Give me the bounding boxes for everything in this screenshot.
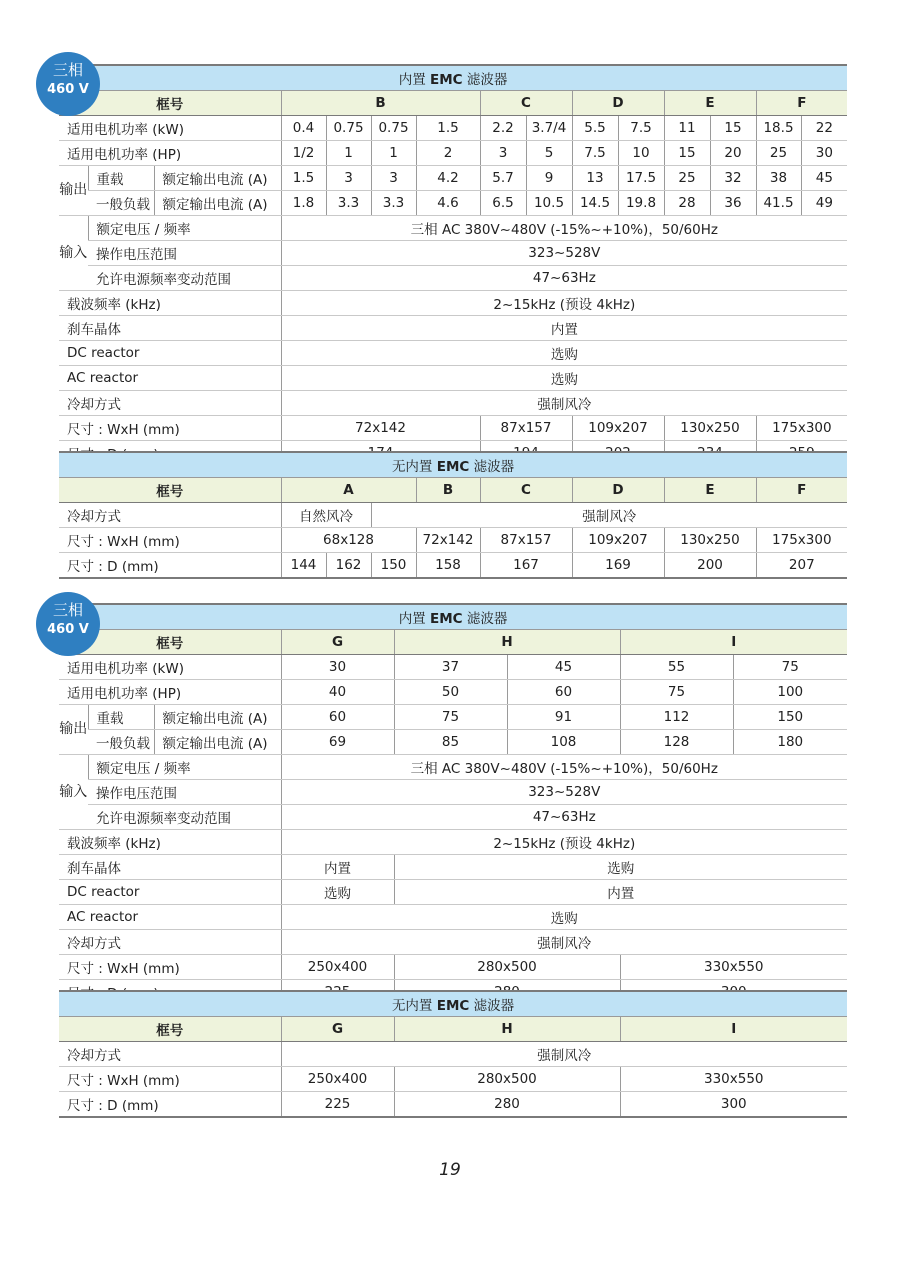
normal-label: 一般负载: [88, 191, 154, 216]
rated-voltage-label: 额定电压 / 频率: [88, 216, 281, 241]
row-power-hp: [59, 141, 847, 166]
dc-reactor-label: DC reactor: [59, 341, 281, 366]
cell: 69: [281, 730, 394, 755]
brake-value-h-i: 选购: [394, 855, 847, 880]
cell: 330x550: [620, 955, 847, 980]
cell: 68x128: [281, 528, 416, 553]
badge-line2: 460 V: [47, 82, 89, 97]
cell: 250x400: [281, 1067, 394, 1092]
size-d-label: 尺寸 : D (mm): [59, 1092, 281, 1118]
cell: 5.5: [572, 116, 618, 141]
rated-current-label: 额定输出电流 (A): [154, 166, 281, 191]
cooling-value: 强制风冷: [281, 930, 847, 955]
cell: 25: [756, 141, 801, 166]
cell: 3: [371, 166, 416, 191]
frame-row: [59, 478, 847, 503]
frame-g: G: [281, 1017, 394, 1042]
cell: 60: [281, 705, 394, 730]
rated-current-label: 额定输出电流 (A): [154, 730, 281, 755]
badge-line1: 三相: [52, 601, 83, 619]
input-group-label: 输入: [59, 216, 88, 291]
cell: 20: [710, 141, 756, 166]
cell: 175x300: [756, 416, 847, 441]
frame-row: [59, 1017, 847, 1042]
cell: 169: [572, 553, 664, 579]
cell: 25: [664, 166, 710, 191]
cell: 9: [526, 166, 572, 191]
dc-reactor-value-h-i: 内置: [394, 880, 847, 905]
row-size-wh: [59, 1067, 847, 1092]
brake-label: 刹车晶体: [59, 316, 281, 341]
cooling-forced: 强制风冷: [371, 503, 847, 528]
cell: 55: [620, 655, 733, 680]
row-cooling: [59, 391, 847, 416]
row-size-wh: [59, 955, 847, 980]
row-normal-duty: [59, 191, 847, 216]
badge-line2: 460 V: [47, 622, 89, 637]
size-d-label: 尺寸 : D (mm): [59, 553, 281, 579]
cell: 91: [507, 705, 620, 730]
frame-h: H: [394, 630, 620, 655]
input-group-label: 输入: [59, 755, 88, 830]
cell: 1.8: [281, 191, 326, 216]
cell: 10.5: [526, 191, 572, 216]
cell: 30: [281, 655, 394, 680]
frame-d: D: [572, 91, 664, 116]
cell: 180: [733, 730, 847, 755]
frame-row: [59, 630, 847, 655]
cooling-label: 冷却方式: [59, 391, 281, 416]
carrier-label: 载波频率 (kHz): [59, 291, 281, 316]
header-text: 无内置: [391, 459, 437, 475]
frame-c: C: [480, 91, 572, 116]
cell: 13: [572, 166, 618, 191]
output-group-label: 输出: [59, 166, 88, 216]
freq-range-label: 允许电源频率变动范围: [88, 805, 281, 830]
cell: 280: [394, 1092, 620, 1118]
cell: 50: [394, 680, 507, 705]
cooling-value: 强制风冷: [281, 391, 847, 416]
cell: 7.5: [618, 116, 664, 141]
row-dc-reactor: [59, 341, 847, 366]
cell: 109x207: [572, 528, 664, 553]
cell: 100: [733, 680, 847, 705]
frame-label: 框号: [59, 630, 281, 655]
cell: 3.3: [371, 191, 416, 216]
rated-voltage-value: 三相 AC 380V~480V (-15%~+10%)，50/60Hz: [281, 755, 847, 780]
frame-label: 框号: [59, 478, 281, 503]
row-freq-range: [59, 805, 847, 830]
row-cooling: [59, 930, 847, 955]
cell: 109x207: [572, 416, 664, 441]
three-phase-460v-badge: [36, 52, 100, 116]
header-emc: EMC: [429, 611, 463, 627]
power-kw-label: 适用电机功率 (kW): [59, 655, 281, 680]
header-text: 滤波器: [469, 998, 515, 1014]
cell: 6.5: [480, 191, 526, 216]
cell: 75: [620, 680, 733, 705]
cell: 2: [416, 141, 480, 166]
carrier-value: 2~15kHz (预设 4kHz): [281, 291, 847, 316]
cooling-label: 冷却方式: [59, 930, 281, 955]
page-number: 19: [439, 1160, 461, 1180]
cell: 250x400: [281, 955, 394, 980]
frame-e: E: [664, 478, 756, 503]
dc-reactor-value: 选购: [281, 341, 847, 366]
ac-reactor-label: AC reactor: [59, 905, 281, 930]
cell: 1/2: [281, 141, 326, 166]
row-voltage-range: [59, 780, 847, 805]
heavy-label: 重载: [88, 166, 154, 191]
brake-value: 内置: [281, 316, 847, 341]
cell: 32: [710, 166, 756, 191]
section-header: [59, 991, 847, 1017]
row-size-d: [59, 1092, 847, 1118]
cell: 11: [664, 116, 710, 141]
header-text: 滤波器: [462, 611, 508, 627]
normal-label: 一般负载: [88, 730, 154, 755]
freq-range-value: 47~63Hz: [281, 266, 847, 291]
size-wh-label: 尺寸 : WxH (mm): [59, 1067, 281, 1092]
spec-table-no-emc-g-i: [59, 990, 847, 1118]
cell: 49: [801, 191, 847, 216]
row-cooling: [59, 503, 847, 528]
row-carrier: [59, 830, 847, 855]
row-freq-range: [59, 266, 847, 291]
three-phase-460v-badge: [36, 592, 100, 656]
cell: 1.5: [416, 116, 480, 141]
cell: 60: [507, 680, 620, 705]
cell: 0.75: [371, 116, 416, 141]
row-heavy-duty: [59, 705, 847, 730]
frame-c: C: [480, 478, 572, 503]
freq-range-label: 允许电源频率变动范围: [88, 266, 281, 291]
cell: 150: [371, 553, 416, 579]
cell: 130x250: [664, 416, 756, 441]
spec-table-no-emc-a-f: [59, 451, 847, 579]
power-kw-label: 适用电机功率 (kW): [59, 116, 281, 141]
row-ac-reactor: [59, 905, 847, 930]
cell: 158: [416, 553, 480, 579]
row-size-wh: [59, 528, 847, 553]
cell: 5.7: [480, 166, 526, 191]
header-emc: EMC: [436, 459, 470, 475]
row-voltage-range: [59, 241, 847, 266]
cell: 45: [801, 166, 847, 191]
cell: 85: [394, 730, 507, 755]
row-ac-reactor: [59, 366, 847, 391]
frame-g: G: [281, 630, 394, 655]
cell: 162: [326, 553, 371, 579]
cell: 1: [326, 141, 371, 166]
section-header: [59, 65, 847, 91]
cell: 41.5: [756, 191, 801, 216]
cell: 108: [507, 730, 620, 755]
brake-value-g: 内置: [281, 855, 394, 880]
rated-current-label: 额定输出电流 (A): [154, 191, 281, 216]
frame-e: E: [664, 91, 756, 116]
cell: 15: [710, 116, 756, 141]
row-cooling: [59, 1042, 847, 1067]
row-power-kw: [59, 116, 847, 141]
cell: 40: [281, 680, 394, 705]
row-rated-voltage: [59, 216, 847, 241]
row-heavy-duty: [59, 166, 847, 191]
cell: 4.6: [416, 191, 480, 216]
freq-range-value: 47~63Hz: [281, 805, 847, 830]
cell: 225: [281, 1092, 394, 1118]
cell: 150: [733, 705, 847, 730]
frame-d: D: [572, 478, 664, 503]
row-power-hp: [59, 680, 847, 705]
cell: 128: [620, 730, 733, 755]
cell: 1: [371, 141, 416, 166]
frame-b: B: [416, 478, 480, 503]
cell: 3: [326, 166, 371, 191]
cell: 72x142: [416, 528, 480, 553]
brake-label: 刹车晶体: [59, 855, 281, 880]
cell: 75: [394, 705, 507, 730]
frame-label: 框号: [59, 1017, 281, 1042]
cell: 112: [620, 705, 733, 730]
cell: 45: [507, 655, 620, 680]
cell: 207: [756, 553, 847, 579]
frame-a: A: [281, 478, 416, 503]
header-text: 滤波器: [462, 72, 508, 88]
cell: 0.4: [281, 116, 326, 141]
row-carrier: [59, 291, 847, 316]
cell: 87x157: [480, 416, 572, 441]
carrier-label: 载波频率 (kHz): [59, 830, 281, 855]
cell: 3.7/4: [526, 116, 572, 141]
rated-current-label: 额定输出电流 (A): [154, 705, 281, 730]
cell: 30: [801, 141, 847, 166]
row-brake: [59, 855, 847, 880]
size-wh-label: 尺寸 : WxH (mm): [59, 416, 281, 441]
cell: 87x157: [480, 528, 572, 553]
cell: 10: [618, 141, 664, 166]
header-text: 内置: [398, 72, 431, 88]
cell: 22: [801, 116, 847, 141]
output-group-label: 输出: [59, 705, 88, 755]
cell: 2.2: [480, 116, 526, 141]
spec-table-builtin-emc-g-i: [59, 603, 847, 1005]
frame-row: [59, 91, 847, 116]
frame-f: F: [756, 91, 847, 116]
cell: 1.5: [281, 166, 326, 191]
badge-line1: 三相: [52, 61, 83, 79]
cell: 3.3: [326, 191, 371, 216]
power-hp-label: 适用电机功率 (HP): [59, 680, 281, 705]
cell: 330x550: [620, 1067, 847, 1092]
cooling-label: 冷却方式: [59, 503, 281, 528]
cell: 130x250: [664, 528, 756, 553]
ac-reactor-label: AC reactor: [59, 366, 281, 391]
frame-i: I: [620, 1017, 847, 1042]
cell: 37: [394, 655, 507, 680]
cell: 144: [281, 553, 326, 579]
header-text: 内置: [398, 611, 430, 627]
cell: 14.5: [572, 191, 618, 216]
cell: 17.5: [618, 166, 664, 191]
carrier-value: 2~15kHz (预设 4kHz): [281, 830, 847, 855]
voltage-range-value: 323~528V: [281, 241, 847, 266]
spec-table-builtin-emc-b-f: [59, 64, 847, 466]
cell: 4.2: [416, 166, 480, 191]
cell: 75: [733, 655, 847, 680]
row-rated-voltage: [59, 755, 847, 780]
cooling-label: 冷却方式: [59, 1042, 281, 1067]
frame-b: B: [281, 91, 480, 116]
voltage-range-label: 操作电压范围: [88, 241, 281, 266]
row-dc-reactor: [59, 880, 847, 905]
cell: 28: [664, 191, 710, 216]
row-normal-duty: [59, 730, 847, 755]
size-wh-label: 尺寸 : WxH (mm): [59, 955, 281, 980]
voltage-range-value: 323~528V: [281, 780, 847, 805]
cell: 18.5: [756, 116, 801, 141]
header-emc: EMC: [430, 72, 463, 88]
voltage-range-label: 操作电压范围: [88, 780, 281, 805]
cell: 3: [480, 141, 526, 166]
cell: 200: [664, 553, 756, 579]
cell: 72x142: [281, 416, 480, 441]
frame-label: 框号: [59, 91, 281, 116]
row-brake: [59, 316, 847, 341]
frame-f: F: [756, 478, 847, 503]
cell: 280x500: [394, 1067, 620, 1092]
dc-reactor-label: DC reactor: [59, 880, 281, 905]
cell: 7.5: [572, 141, 618, 166]
frame-i: I: [620, 630, 847, 655]
cooling-natural: 自然风冷: [281, 503, 371, 528]
cell: 167: [480, 553, 572, 579]
ac-reactor-value: 选购: [281, 905, 847, 930]
cell: 15: [664, 141, 710, 166]
section-header: [59, 604, 847, 630]
cell: 5: [526, 141, 572, 166]
header-text: 无内置: [391, 998, 437, 1014]
cell: 38: [756, 166, 801, 191]
frame-h: H: [394, 1017, 620, 1042]
header-emc: EMC: [436, 998, 470, 1014]
cell: 175x300: [756, 528, 847, 553]
cell: 36: [710, 191, 756, 216]
cell: 280x500: [394, 955, 620, 980]
cell: 19.8: [618, 191, 664, 216]
power-hp-label: 适用电机功率 (HP): [59, 141, 281, 166]
ac-reactor-value: 选购: [281, 366, 847, 391]
section-header: [59, 452, 847, 478]
row-power-kw: [59, 655, 847, 680]
dc-reactor-value-g: 选购: [281, 880, 394, 905]
cell: 300: [620, 1092, 847, 1118]
size-wh-label: 尺寸 : WxH (mm): [59, 528, 281, 553]
cooling-value: 强制风冷: [281, 1042, 847, 1067]
row-size-wh: [59, 416, 847, 441]
cell: 0.75: [326, 116, 371, 141]
header-text: 滤波器: [469, 459, 515, 475]
heavy-label: 重载: [88, 705, 154, 730]
rated-voltage-label: 额定电压 / 频率: [88, 755, 281, 780]
row-size-d: [59, 553, 847, 579]
rated-voltage-value: 三相 AC 380V~480V (-15%~+10%)，50/60Hz: [281, 216, 847, 241]
